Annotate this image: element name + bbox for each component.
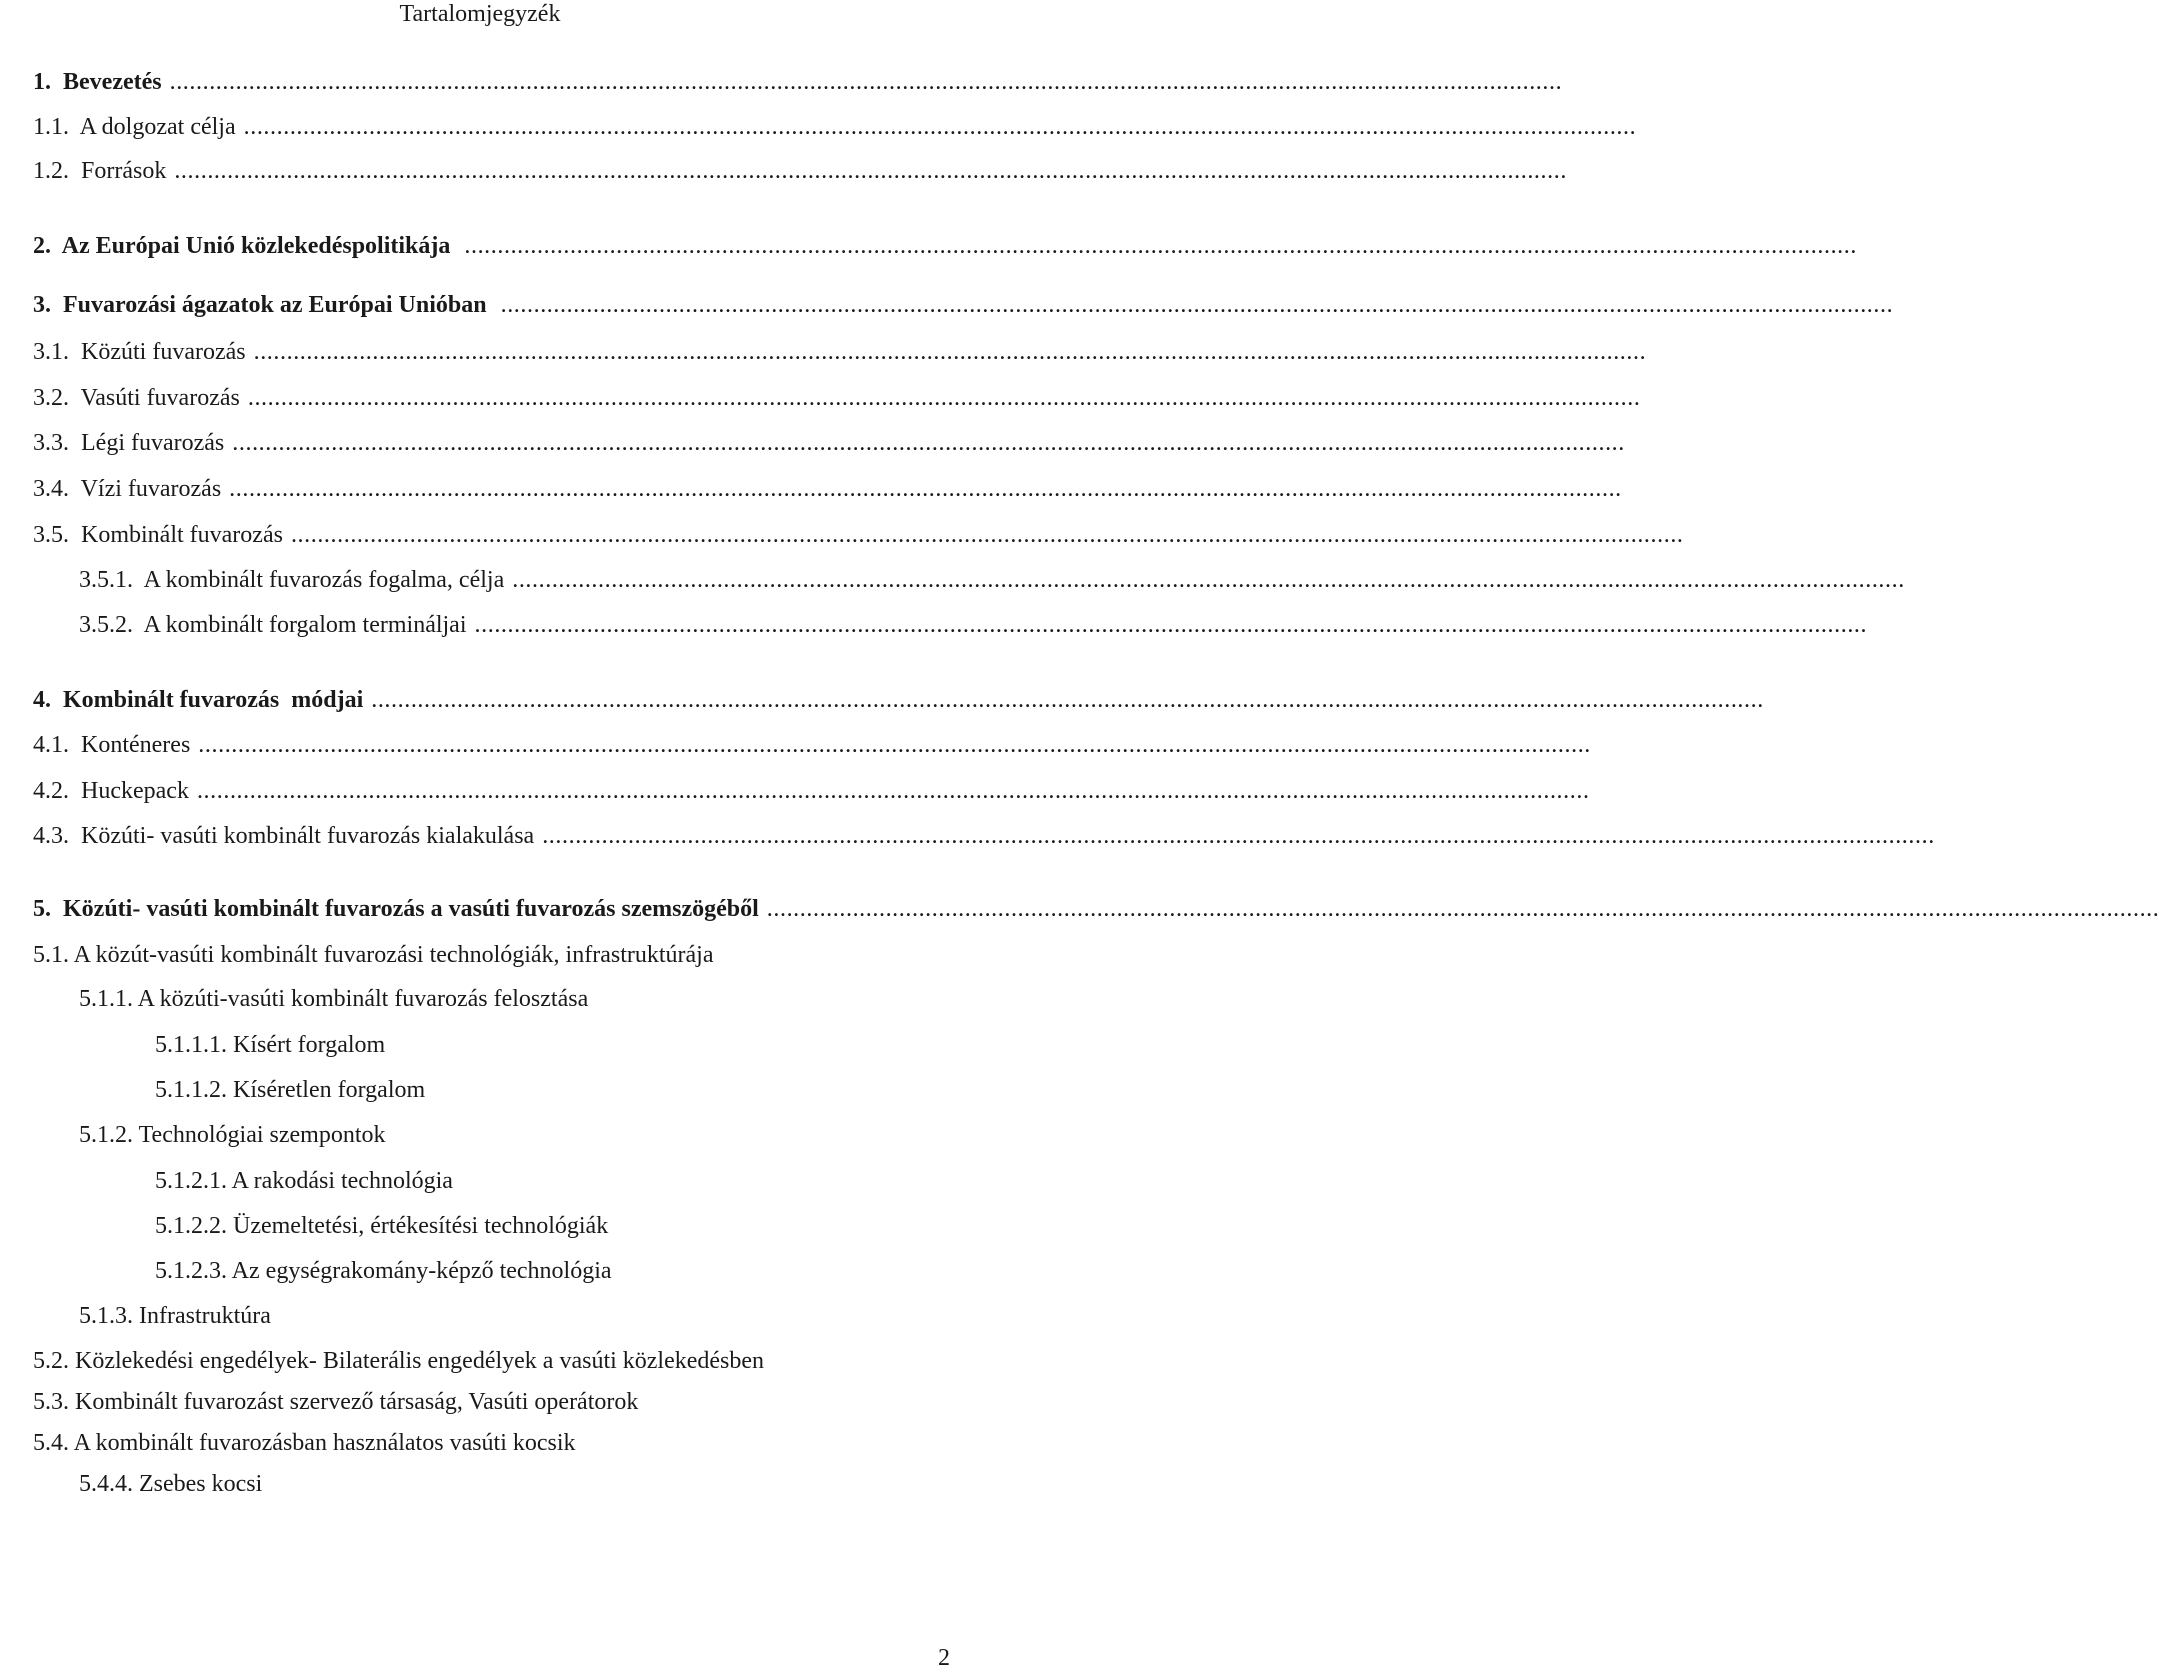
toc-entry-text: 4.2. Huckepack [33,778,195,804]
toc-entry-5-1-1[interactable]: 5.1.1. A közúti-vasúti kombinált fuvarozás felosztása [79,986,589,1012]
toc-entry-text: 3.4. Vízi fuvarozás [33,476,228,502]
toc-entry-text: 4.3. Közúti- vasúti kombinált fuvarozás kialakulása [33,823,541,849]
toc-entry-3-5[interactable] [33,521,1684,549]
toc-title: Tartalomjegyzék [399,1,561,27]
toc-entry-4-1[interactable] [33,731,1591,759]
dot-leader: ................................................................................................................................................................................................................... [500,292,1894,318]
toc-entry-1[interactable] [33,68,1563,96]
toc-entry-text: 4.1. Konténeres [33,732,197,758]
toc-entry-text: 1. Bevezetés [33,69,168,95]
toc-entry-text: 1.1. A dolgozat célja [33,114,242,140]
dot-leader: ................................................................................................................................................................................................................... [198,732,1591,758]
dot-leader: ................................................................................................................................................................................................................... [196,778,1590,804]
toc-entry-5[interactable] [33,895,2159,923]
toc-entry-1-2[interactable] [33,157,1567,185]
dot-leader: ................................................................................................................................................................................................................... [169,69,1563,95]
toc-entry-5-1-2[interactable]: 5.1.2. Technológiai szempontok [79,1122,386,1148]
toc-entry-2[interactable] [33,232,1857,260]
toc-entry-text: 3.2. Vasúti fuvarozás [33,385,246,411]
toc-entry-5-1-1-2[interactable]: 5.1.1.2. Kíséretlen forgalom [155,1077,426,1103]
toc-entry-text: 4. Kombinált fuvarozás módjai [33,687,370,713]
toc-entry-text: 3. Fuvarozási ágazatok az Európai Unióban [33,292,499,318]
toc-entry-5-2[interactable]: 5.2. Közlekedési engedélyek- Bilaterális engedélyek a vasúti közlekedésben [33,1348,765,1374]
dot-leader: ................................................................................................................................................................................................................... [290,522,1684,548]
toc-entry-text: 3.5.1. A kombinált fuvarozás fogalma, célja [79,567,511,593]
toc-entry-text: 5. Közúti- vasúti kombinált fuvarozás a vasúti fuvarozás szemszögéből [33,896,765,922]
dot-leader: ................................................................................................................................................................................................................... [232,430,1625,456]
toc-entry-4-2[interactable] [33,777,1590,805]
toc-entry-5-3[interactable]: 5.3. Kombinált fuvarozást szervező társaság, Vasúti operátorok [33,1389,639,1415]
dot-leader: ................................................................................................................................................................................................................... [542,823,1935,849]
toc-entry-5-1[interactable]: 5.1. A közút-vasúti kombinált fuvarozási technológiák, infrastruktúrája [33,942,714,968]
dot-leader: ................................................................................................................................................................................................................... [253,339,1647,365]
toc-entry-5-1-3[interactable]: 5.1.3. Infrastruktúra [79,1303,271,1329]
toc-entry-5-4-4[interactable]: 5.4.4. Zsebes kocsi [79,1471,263,1497]
page-number: 2 [938,1645,950,1671]
toc-entry-text: 1.2. Források [33,158,173,184]
dot-leader: ................................................................................................................................................................................................................... [174,158,1567,184]
toc-entry-3-3[interactable] [33,429,1625,457]
toc-entry-text: 3.5. Kombinált fuvarozás [33,522,289,548]
dot-leader: ................................................................................................................................................................................................................... [371,687,1764,713]
toc-entry-3-2[interactable] [33,384,1641,412]
dot-leader: ................................................................................................................................................................................................................... [229,476,1622,502]
toc-entry-5-4[interactable]: 5.4. A kombinált fuvarozásban használatos vasúti kocsik [33,1430,576,1456]
dot-leader: ................................................................................................................................................................................................................... [247,385,1641,411]
toc-entry-3-5-2[interactable] [79,611,1868,639]
toc-entry-1-1[interactable] [33,113,1637,141]
toc-entry-5-1-2-3[interactable]: 5.1.2.3. Az egységrakomány-képző technológia [155,1258,612,1284]
dot-leader: ................................................................................................................................................................................................................... [464,233,1857,259]
toc-entry-5-1-2-1[interactable]: 5.1.2.1. A rakodási technológia [155,1168,453,1194]
toc-entry-3-4[interactable] [33,475,1622,503]
dot-leader: ................................................................................................................................................................................................................... [474,612,1868,638]
toc-entry-4-3[interactable] [33,822,1935,850]
toc-entry-5-1-2-2[interactable]: 5.1.2.2. Üzemeltetési, értékesítési technológiák [155,1213,609,1239]
toc-entry-3[interactable] [33,291,1894,319]
toc-entry-text: 3.1. Közúti fuvarozás [33,339,252,365]
toc-entry-4[interactable] [33,686,1764,714]
toc-entry-text: 2. Az Európai Unió közlekedéspolitikája [33,233,463,259]
toc-entry-5-1-1-1[interactable]: 5.1.1.1. Kísért forgalom [155,1032,386,1058]
toc-entry-3-1[interactable] [33,338,1647,366]
toc-entry-3-5-1[interactable] [79,566,1905,594]
dot-leader: ................................................................................................................................................................................................................... [243,114,1637,140]
toc-entry-text: 3.5.2. A kombinált forgalom termináljai [79,612,473,638]
dot-leader: ................................................................................................................................................................................................................... [512,567,1905,593]
toc-entry-text: 3.3. Légi fuvarozás [33,430,231,456]
dot-leader: ................................................................................................................................................................................................................... [766,896,2159,922]
